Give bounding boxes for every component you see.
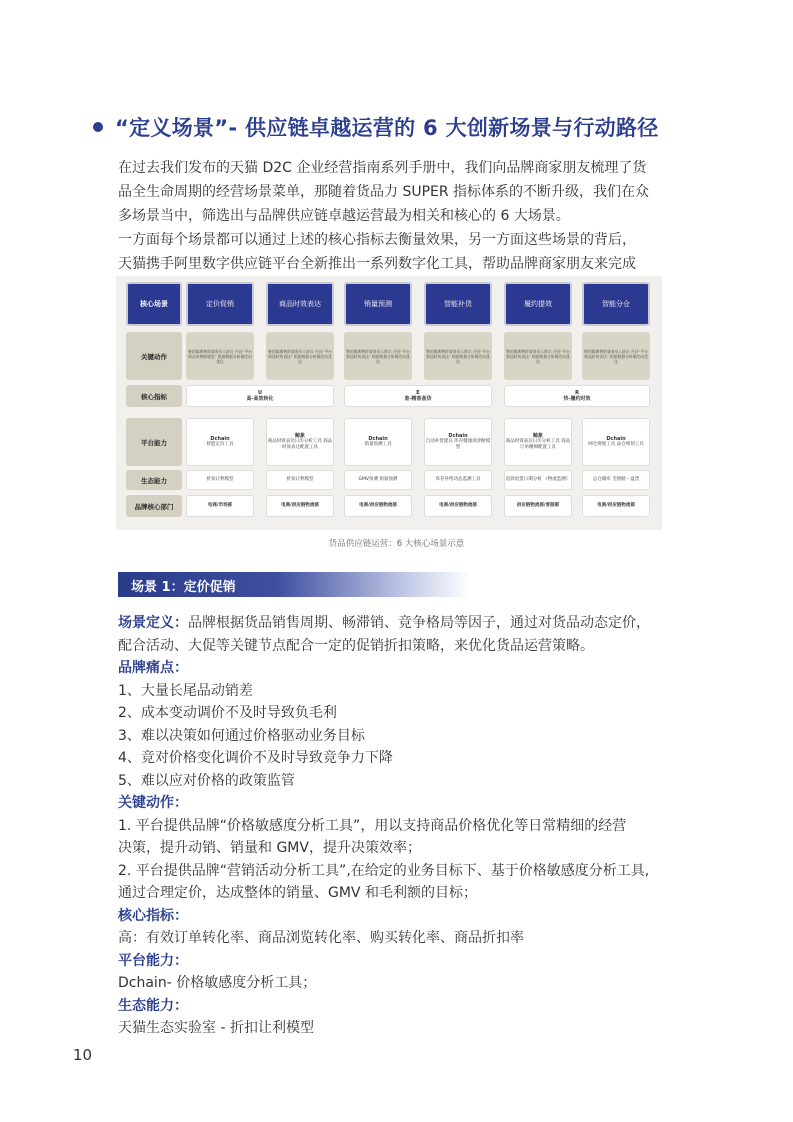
page-heading: “定义场景”- 供应链卓越运营的 6 大创新场景与行动路径 — [115, 116, 659, 140]
scene-cell: 智能分仓 — [582, 282, 650, 326]
ecosystem-capability-label: 生态能力： — [118, 997, 188, 1014]
heading-row — [93, 112, 713, 142]
metric-text: 高-高效转化 — [246, 396, 274, 402]
platform-text: 销量预测工具 — [364, 442, 392, 447]
row-header-platform: 平台能力 — [126, 418, 182, 466]
key-action-line: 2. 平台提供品牌“营销活动分析工具”,在给定的业务目标下、基于价格敏感度分析工具, — [118, 862, 650, 879]
diagram-caption: 货品供应链运营：6 大核心场景示意 — [328, 539, 465, 549]
ecosystem-cell: 退款退货日期分析 （物流监测） — [504, 470, 572, 490]
ecosystem-capability-text: 天猫生态实验室 - 折扣让利模型 — [118, 1020, 314, 1036]
platform-text: 智能定价工具 — [206, 442, 234, 447]
ecosystem-cell: 总仓储库 全链路一盘货 — [582, 470, 650, 490]
ecosystem-cell: 库存补给动态监测工具 — [424, 470, 492, 490]
row-header-metric: 核心指标 — [126, 385, 182, 407]
bullet-icon — [93, 122, 103, 132]
scene-cell: 商品时效表达 — [266, 282, 334, 326]
core-metrics-label: 核心指标： — [118, 907, 188, 924]
metric-text: 准-精准备货 — [404, 396, 432, 402]
intro-line: 多场景当中，筛选出与品牌供应链卓越运营最为相关和核心的 6 大场景。 — [118, 208, 570, 224]
pain-points-label: 品牌痛点： — [118, 660, 188, 676]
action-cell: 签约隔离物资请查录入协议 开启“平台商品时效表达” 根据数据分析确定向优化 — [344, 332, 412, 380]
platform-title: Dchain — [606, 436, 626, 442]
intro-line: 品全生命周期的经营场景菜单，那随着货品力 SUPER 指标体系的不断升级，我们在众 — [118, 184, 650, 200]
metric-letter: U — [257, 390, 263, 396]
platform-title: Dchain — [210, 436, 230, 442]
platform-title: 鲸象 — [532, 433, 543, 439]
scene-cell: 定价促销 — [186, 282, 254, 326]
metric-text: 快-履约时效 — [563, 396, 591, 402]
pain-point-item: 2、成本变动调价不及时导致负毛利 — [118, 705, 337, 721]
platform-title: 鲸象 — [294, 433, 305, 439]
platform-text: 商品时效表达日历分析工具 商品订单精细配置工具 — [505, 439, 571, 450]
metric-cell — [504, 385, 650, 407]
intro-paragraph — [118, 156, 666, 276]
row-header-scene: 核心场景 — [126, 282, 182, 326]
ecosystem-cell: GMV预测 销量预测 — [344, 470, 412, 490]
intro-line: 在过去我们发布的天猫 D2C 企业经营指南系列手册中，我们向品牌商家朋友梳理了货 — [118, 160, 647, 176]
action-cell: 签约隔离物资请查录入协议 开启“平台商品价格敏感度” 根据数据分析确定向优化 — [186, 332, 254, 380]
action-cell: 签约隔离物资请查录入协议 开启“平台商品时效表达” 根据数据分析确定向优化 — [424, 332, 492, 380]
key-action-line: 决策，提升动销、销量和 GMV，提升决策效率； — [118, 840, 421, 856]
section-header — [118, 572, 470, 597]
scene-body — [118, 612, 666, 1040]
scene-definition-label: 场景定义： — [118, 615, 188, 631]
platform-cell — [582, 418, 650, 466]
metric-letter: E — [416, 390, 420, 396]
row-header-department: 品牌核心部门 — [126, 495, 182, 517]
pain-point-item: 3、难以决策如何通过价格驱动业务目标 — [118, 727, 365, 744]
pain-point-item: 5、难以应对价格的政策监管 — [118, 772, 295, 789]
core-metrics-text: 高：有效订单转化率、商品浏览转化率、购买转化率、商品折扣率 — [118, 930, 524, 946]
key-action-line: 通过合理定价，达成整体的销量、GMV 和毛利额的目标； — [118, 885, 477, 901]
action-cell: 签约隔离物资请查录入协议 开启“平台商品时效表达” 根据数据分析确定向优化 — [266, 332, 334, 380]
action-cell: 签约隔离物资请查录入协议 开启“平台商品时效表达” 根据数据分析确定向优化 — [582, 332, 650, 380]
scene-cell: 智能补货 — [424, 282, 492, 326]
row-header-ecosystem: 生态能力 — [126, 470, 182, 490]
intro-line: 一方面每个场景都可以通过上述的核心指标去衡量效果，另一方面这些场景的背后， — [118, 232, 636, 248]
metric-cell — [344, 385, 492, 407]
department-cell: 电商/供应链物流部 — [424, 495, 492, 517]
ecosystem-cell: 折扣让利模型 — [186, 470, 254, 490]
scene-diagram — [116, 276, 662, 530]
key-actions-label: 关键动作： — [118, 795, 188, 811]
action-cell: 签约隔离物资请查录入协议 开启“平台商品时效表达” 根据数据分析确定向优化 — [504, 332, 572, 380]
platform-cell — [266, 418, 334, 466]
platform-cell — [186, 418, 254, 466]
platform-text: 网仓规划工具 品仓规划工具 — [588, 442, 644, 447]
scene-cell: 履约提效 — [504, 282, 572, 326]
department-cell: 电商/供应链物流部 — [582, 495, 650, 517]
platform-capability-label: 平台能力： — [118, 952, 188, 969]
page-number: 10 — [73, 1046, 93, 1064]
department-cell: 电商/市场部 — [186, 495, 254, 517]
scene-definition-line: 配合活动、大促等关键节点配合一定的促销折扣策略，来优化货品运营策略。 — [118, 637, 594, 654]
key-action-line: 1. 平台提供品牌“价格敏感度分析工具”，用以支持商品价格优化等日常精细的经营 — [118, 817, 627, 834]
platform-cell — [504, 418, 572, 466]
scene-definition-text: 品牌根据货品销售周期、畅滞销、竞争格局等因子，通过对货品动态定价， — [188, 615, 650, 631]
department-cell: 电商/供应链物流部 — [266, 495, 334, 517]
pain-point-item: 1、大量长尾品动销差 — [118, 682, 253, 699]
section-title: 场景 1：定价促销 — [131, 580, 236, 595]
row-header-action: 关键动作 — [126, 332, 182, 380]
metric-cell — [186, 385, 334, 407]
department-cell: 供应链物流部/客服部 — [504, 495, 572, 517]
intro-line: 天猫携手阿里数字供应链平台全新推出一系列数字化工具，帮助品牌商家朋友来完成 — [118, 256, 636, 272]
ecosystem-cell: 折扣让利模型 — [266, 470, 334, 490]
platform-text: 自动补货建议 库存健康度诊断模型 — [425, 439, 491, 450]
department-cell: 电商/供应链物流部 — [344, 495, 412, 517]
platform-cell — [424, 418, 492, 466]
platform-text: 商品时效表达日历分析工具 商品时效表达配置工具 — [267, 439, 333, 450]
platform-cell — [344, 418, 412, 466]
scene-cell: 销量预测 — [344, 282, 412, 326]
platform-title: Dchain — [448, 433, 468, 439]
scene-definition-line — [118, 612, 666, 635]
platform-capability-text: Dchain- 价格敏感度分析工具； — [118, 975, 317, 991]
metric-letter: R — [575, 390, 579, 396]
pain-point-item: 4、竞对价格变化调价不及时导致竞争力下降 — [118, 750, 393, 766]
platform-title: Dchain — [368, 436, 388, 442]
